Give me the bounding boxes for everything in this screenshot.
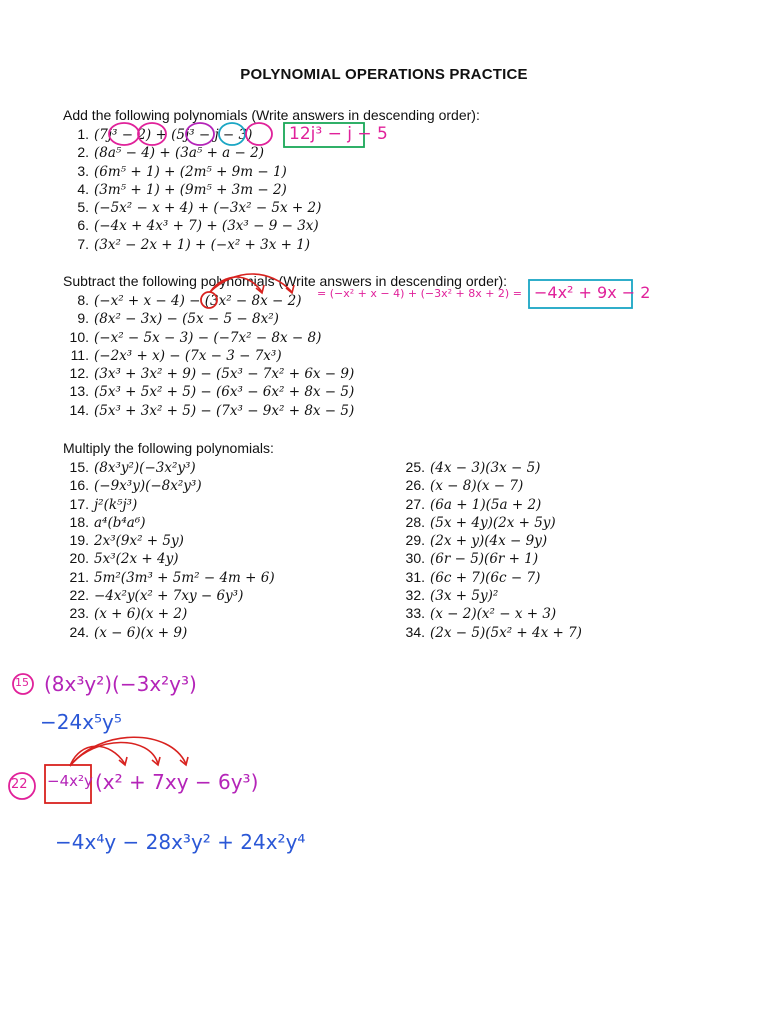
- problem-number: 13.: [69, 383, 89, 400]
- problem-item: [63, 180, 321, 198]
- problem-number: 30.: [405, 550, 425, 567]
- problem-item: [63, 328, 354, 346]
- distribute-arrow-22c: [70, 737, 186, 766]
- problem-expression: (3x³ + 3x² + 9) − (5x³ − 7x² + 6x − 9): [94, 366, 355, 383]
- arrowhead-22a: [119, 757, 127, 765]
- problem-expression: −4x²y(x² + 7xy − 6y³): [94, 588, 244, 605]
- work-15-problem-text: (8x³y²)(−3x²y³): [44, 672, 197, 696]
- problem-number: 23.: [69, 605, 89, 622]
- problem-item: [399, 513, 582, 531]
- problem-number: 4.: [77, 180, 89, 197]
- problem-expression: (4x − 3)(3x − 5): [430, 460, 541, 476]
- problem-number: 10.: [69, 328, 89, 345]
- problem-expression: (7j³ − 2) + (5j³ − j − 3): [94, 127, 253, 143]
- problem-item: [63, 291, 354, 309]
- multiply-problem-list-right: [399, 458, 582, 641]
- problem-item: [63, 513, 275, 531]
- problem-item: [63, 364, 354, 382]
- problem-expression: (x − 6)(x + 9): [94, 624, 188, 641]
- problem-item: [399, 458, 582, 476]
- arrowhead-22b: [152, 757, 160, 765]
- label-15-text: 15: [15, 676, 29, 689]
- answer-22-text: −4x⁴y − 28x³y² + 24x²y⁴: [55, 830, 306, 854]
- problem-expression: (x − 2)(x² − x + 3): [430, 606, 557, 623]
- subtract-problem-list: [63, 291, 354, 419]
- problem-expression: (8x³y²)(−3x²y³): [94, 460, 196, 476]
- problem-number: 18.: [69, 513, 89, 530]
- problem-item: [63, 125, 321, 143]
- problem-item: [63, 604, 275, 622]
- problem-number: 26.: [405, 477, 425, 494]
- problem-expression: (−2x³ + x) − (7x − 3 − 7x³): [94, 347, 282, 364]
- problem-item: [399, 568, 582, 586]
- problem-expression: (−x² − 5x − 3) − (−7x² − 8x − 8): [94, 329, 322, 346]
- problem-number: 7.: [77, 235, 89, 252]
- problem-expression: (x + 6)(x + 2): [94, 606, 188, 623]
- problem-number: 34.: [405, 623, 425, 640]
- problem-expression: (−x² + x − 4) − (3x² − 8x − 2): [94, 293, 302, 309]
- add-section-heading: Add the following polynomials (Write answers in descending order):: [63, 107, 480, 123]
- problem-expression: a⁴(b⁴a⁶): [94, 514, 146, 531]
- subtract-section-heading: Subtract the following polynomials (Write answers in descending order):: [63, 273, 508, 289]
- problem-item: [63, 495, 275, 513]
- problem-expression: 5x³(2x + 4y): [94, 551, 179, 568]
- problem-item: [63, 162, 321, 180]
- problem-item: [399, 586, 582, 604]
- problem-expression: (6r − 5)(6r + 1): [430, 551, 539, 568]
- problem-number: 21.: [69, 568, 89, 585]
- work-22-monomial-text: −4x²y: [47, 772, 93, 790]
- problem-number: 11.: [70, 346, 89, 363]
- problem-number: 5.: [77, 199, 89, 216]
- problem-number: 15.: [69, 459, 89, 475]
- problem-item: [63, 586, 275, 604]
- problem-number: 12.: [69, 365, 89, 382]
- problem-item: [63, 309, 354, 327]
- problem-expression: (3x + 5y)²: [430, 588, 499, 605]
- work-8-text: = (−x² + x − 4) + (−3x² + 8x + 2) =: [317, 287, 522, 300]
- problem-number: 25.: [405, 459, 425, 475]
- answer-8-text: −4x² + 9x − 2: [534, 283, 651, 302]
- problem-number: 16.: [69, 477, 89, 494]
- problem-item: [63, 623, 275, 641]
- problem-number: 8.: [77, 292, 89, 308]
- problem-number: 32.: [405, 587, 425, 604]
- problem-number: 27.: [405, 495, 425, 512]
- problem-number: 24.: [69, 623, 89, 640]
- problem-item: [63, 476, 275, 494]
- problem-expression: j²(k⁵j³): [94, 496, 138, 513]
- problem-item: [63, 568, 275, 586]
- problem-expression: 5m²(3m³ + 5m² − 4m + 6): [94, 569, 275, 586]
- problem-number: 14.: [69, 401, 89, 418]
- multiply-section-heading: Multiply the following polynomials:: [63, 440, 274, 456]
- problem-number: 31.: [405, 568, 425, 585]
- problem-item: [63, 458, 275, 476]
- problem-number: 29.: [405, 532, 425, 549]
- problem-expression: (x − 8)(x − 7): [430, 478, 524, 495]
- problem-number: 1.: [77, 126, 89, 142]
- problem-number: 9.: [77, 310, 89, 327]
- problem-number: 17.: [69, 495, 89, 512]
- problem-item: [399, 623, 582, 641]
- problem-item: [399, 549, 582, 567]
- distribute-arrow-22a: [70, 746, 125, 766]
- problem-item: [63, 549, 275, 567]
- problem-item: [63, 198, 321, 216]
- problem-expression: (5x³ + 5x² + 5) − (6x³ − 6x² + 8x − 5): [94, 384, 355, 401]
- problem-expression: (2x + y)(4x − 9y): [430, 533, 548, 550]
- problem-item: [399, 604, 582, 622]
- problem-expression: (8x² − 3x) − (5x − 5 − 8x²): [94, 311, 279, 328]
- label-22-text: 22: [11, 777, 28, 792]
- problem-item: [63, 143, 321, 161]
- problem-number: 22.: [69, 587, 89, 604]
- problem-expression: (6m⁵ + 1) + (2m⁵ + 9m − 1): [94, 163, 287, 180]
- problem-number: 20.: [69, 550, 89, 567]
- problem-item: [399, 531, 582, 549]
- problem-number: 28.: [405, 513, 425, 530]
- problem-expression: (8a⁵ − 4) + (3a⁵ + a − 2): [94, 145, 264, 162]
- problem-expression: (2x − 5)(5x² + 4x + 7): [430, 624, 582, 641]
- problem-expression: (3x² − 2x + 1) + (−x² + 3x + 1): [94, 236, 311, 253]
- problem-number: 33.: [405, 605, 425, 622]
- problem-number: 2.: [77, 144, 89, 161]
- problem-expression: 2x³(9x² + 5y): [94, 533, 184, 550]
- problem-expression: (−5x² − x + 4) + (−3x² − 5x + 2): [94, 200, 322, 217]
- answer-15-text: −24x⁵y⁵: [40, 710, 122, 734]
- problem-expression: (6a + 1)(5a + 2): [430, 496, 542, 513]
- problem-item: [63, 401, 354, 419]
- problem-expression: (−9x³y)(−8x²y³): [94, 478, 202, 495]
- work-22-problem-text: (x² + 7xy − 6y³): [95, 770, 259, 794]
- problem-expression: (6c + 7)(6c − 7): [430, 569, 541, 586]
- problem-expression: (5x³ + 3x² + 5) − (7x³ − 9x² + 8x − 5): [94, 402, 355, 419]
- problem-item: [399, 495, 582, 513]
- problem-item: [63, 216, 321, 234]
- answer-1-text: 12j³ − j − 5: [289, 124, 388, 144]
- problem-item: [63, 235, 321, 253]
- add-problem-list: [63, 125, 321, 253]
- distribute-arrow-22b: [70, 742, 158, 766]
- problem-number: 3.: [77, 162, 89, 179]
- problem-item: [63, 346, 354, 364]
- problem-number: 19.: [69, 532, 89, 549]
- problem-item: [63, 531, 275, 549]
- arrowhead-22c: [180, 757, 188, 765]
- multiply-problem-list-left: [63, 458, 275, 641]
- problem-item: [63, 382, 354, 400]
- page-title: POLYNOMIAL OPERATIONS PRACTICE: [240, 66, 528, 83]
- problem-item: [399, 476, 582, 494]
- problem-number: 6.: [77, 217, 89, 234]
- problem-expression: (5x + 4y)(2x + 5y): [430, 514, 556, 531]
- problem-expression: (3m⁵ + 1) + (9m⁵ + 3m − 2): [94, 181, 287, 198]
- problem-expression: (−4x + 4x³ + 7) + (3x³ − 9 − 3x): [94, 218, 319, 235]
